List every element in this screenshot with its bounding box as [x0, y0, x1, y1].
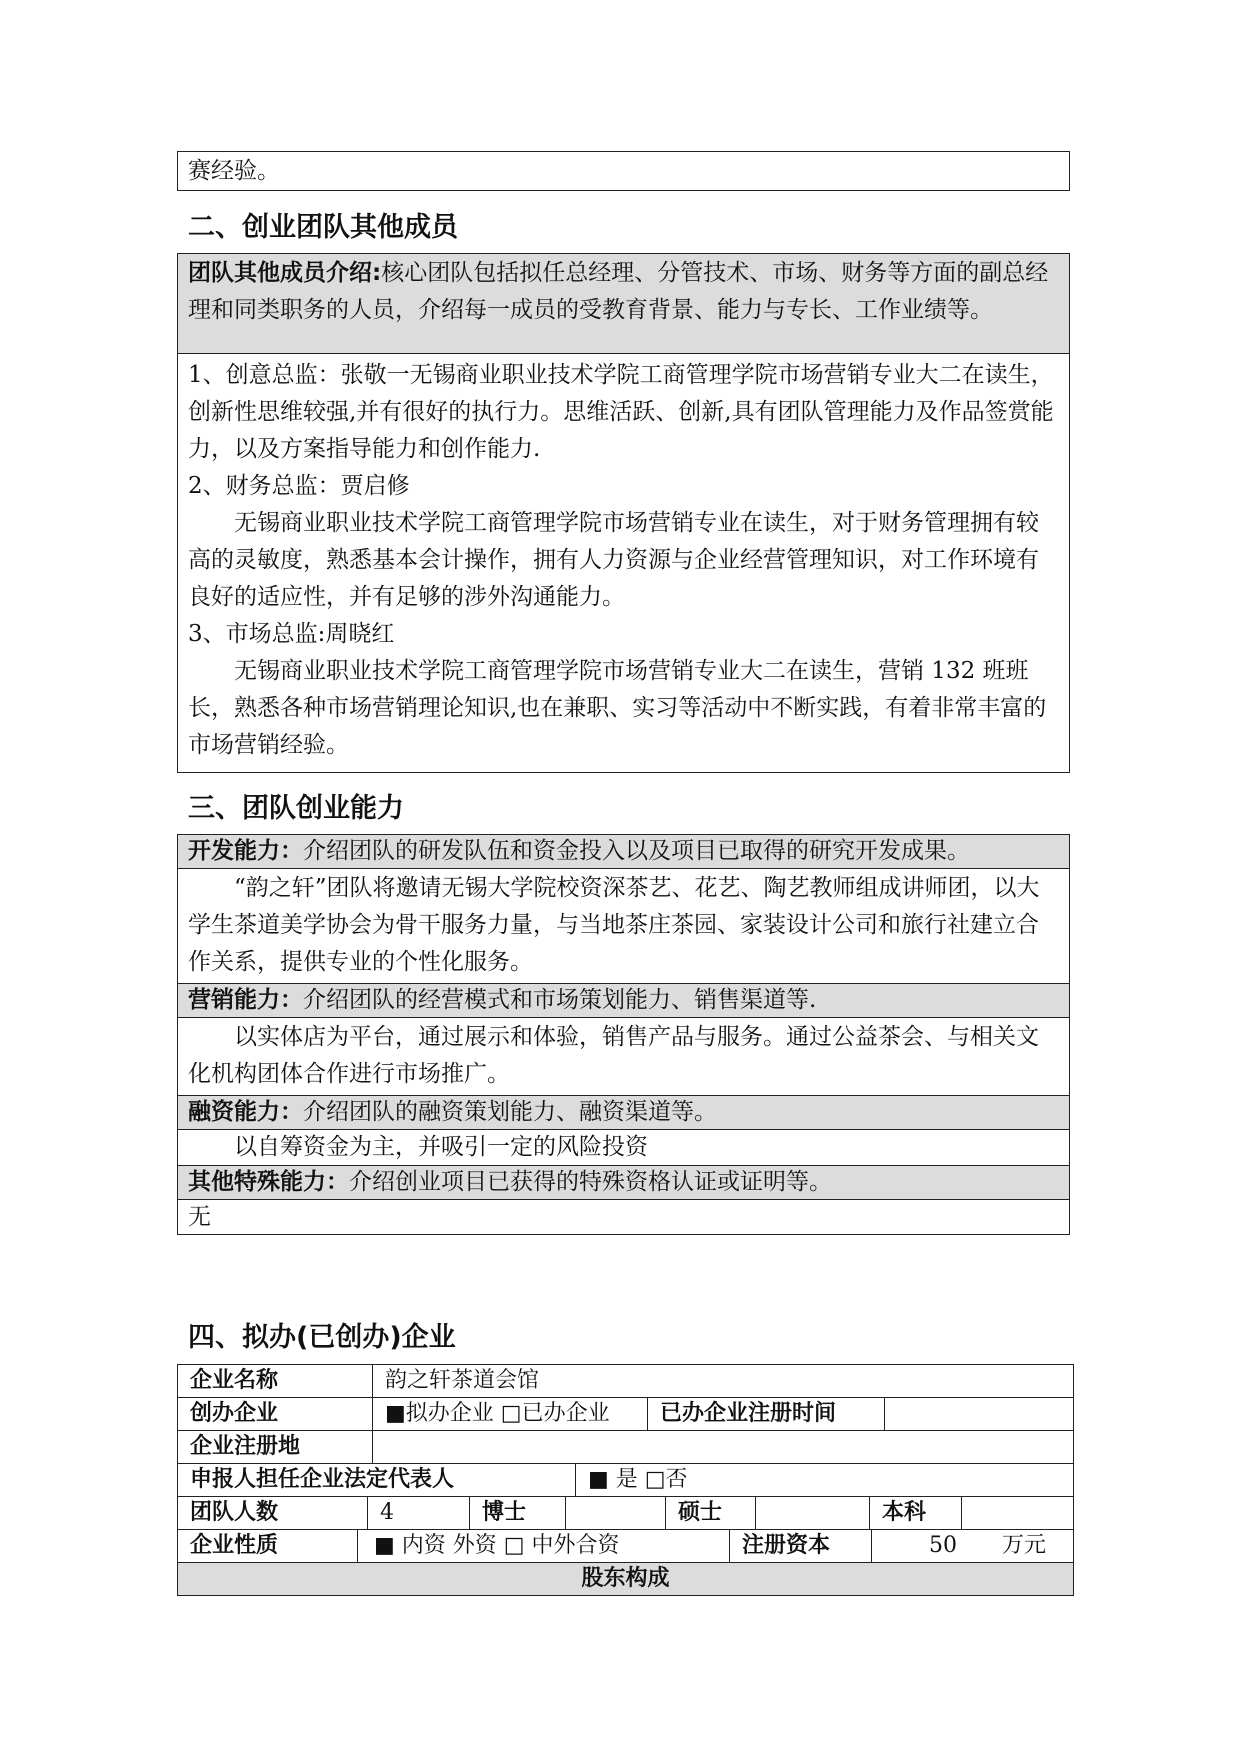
section4-heading: 四、拟办(已创办)企业: [188, 1322, 456, 1353]
team-intro-prompt: [177, 253, 1070, 354]
company-name-label: 企业名称: [190, 1368, 279, 1393]
section3-heading: 三、团队创业能力: [188, 793, 404, 824]
other-ability-prompt: [177, 1165, 1070, 1200]
member-3-title: 3、市场总监:周晓红: [188, 621, 395, 647]
bachelor-value: [961, 1497, 1073, 1529]
phd-value: [565, 1497, 665, 1529]
mkt-ability-text: 以实体店为平台，通过展示和体验，销售产品与服务。通过公益茶会、与相关文化机构团体合作进行市场推广。: [188, 1024, 1039, 1087]
member-2-desc: 无锡商业职业技术学院工商管理学院市场营销专业在读生，对于财务管理拥有较高的灵敏度，熟悉基本会计操作，拥有人力资源与企业经营管理知识，对工作环境有良好的适应性，并有足够的涉外沟通能力。: [188, 510, 1039, 610]
phd-label: 博士: [469, 1497, 565, 1529]
capital-value-cell: [871, 1530, 1073, 1562]
dev-ability-prompt: [177, 834, 1070, 869]
member-1-text: 1、创意总监：张敬一无锡商业职业技术学院工商管理学院市场营销专业大二在读生，创新性思维较强,并有很好的执行力。思维活跃、创新,具有团队管理能力及作品签赏能力，以及方案指导能力和创作能力.: [188, 362, 1054, 462]
row-legal-rep: [177, 1463, 1074, 1497]
other-ability-text: 无: [188, 1204, 211, 1230]
capital-value: 50: [929, 1533, 957, 1558]
mkt-ability-prompt: [177, 983, 1070, 1018]
capital-unit: 万元: [1002, 1533, 1047, 1558]
master-value: [755, 1497, 869, 1529]
row-team-size: [177, 1496, 1074, 1530]
shareholders-label: 股东构成: [581, 1566, 670, 1591]
nature-value: ■ 内资 外资 □ 中外合资: [357, 1530, 729, 1562]
reg-time-label: 已办企业注册时间: [647, 1398, 884, 1430]
dev-ability-content: [177, 868, 1070, 984]
fin-ability-label: 融资能力：: [188, 1099, 303, 1125]
mkt-ability-prompt-text: 介绍团队的经营模式和市场策划能力、销售渠道等.: [303, 987, 817, 1013]
row-company-name: [177, 1364, 1074, 1398]
continued-text: 赛经验。: [188, 158, 280, 184]
dev-ability-prompt-text: 介绍团队的研发队伍和资金投入以及项目已取得的研究开发成果。: [303, 838, 970, 864]
team-intro-text: 核心团队包括拟任总经理、分管技术、市场、财务等方面的副总经理和同类职务的人员，介绍每一成员的受教育背景、能力与专长、工作业绩等。: [188, 260, 1049, 323]
reg-place-value: [372, 1431, 1073, 1463]
master-label: 硕士: [665, 1497, 755, 1529]
other-ability-label: 其他特殊能力：: [188, 1169, 349, 1195]
team-members-cell: [177, 353, 1070, 773]
fin-ability-prompt-text: 介绍团队的融资策划能力、融资渠道等。: [303, 1099, 717, 1125]
team-size-label: 团队人数: [190, 1500, 279, 1525]
founding-label: 创办企业: [190, 1401, 279, 1426]
row-enterprise-nature: [177, 1529, 1074, 1563]
mkt-ability-label: 营销能力：: [188, 987, 303, 1013]
fin-ability-content: [177, 1129, 1070, 1166]
member-2-title: 2、财务总监：贾启修: [188, 473, 410, 499]
member-3-desc: 无锡商业职业技术学院工商管理学院市场营销专业大二在读生，营销 132 班班长，熟悉各种市场营销理论知识,也在兼职、实习等活动中不断实践，有着非常丰富的市场营销经验。: [188, 658, 1047, 758]
row-reg-place: [177, 1430, 1074, 1464]
row-shareholders: [177, 1562, 1074, 1596]
reg-time-value: [884, 1398, 1073, 1430]
legal-rep-label: 申报人担任企业法定代表人: [190, 1467, 455, 1492]
company-name-value: 韵之轩茶道会馆: [372, 1365, 1073, 1397]
dev-ability-label: 开发能力：: [188, 838, 303, 864]
other-ability-prompt-text: 介绍创业项目已获得的特殊资格认证或证明等。: [349, 1169, 832, 1195]
dev-ability-text: “韵之轩”团队将邀请无锡大学院校资深茶艺、花艺、陶艺教师组成讲师团，以大学生茶道美学协会为骨干服务力量，与当地茶庄茶园、家装设计公司和旅行社建立合作关系，提供专业的个性化服务。: [188, 875, 1040, 975]
other-ability-content: [177, 1199, 1070, 1235]
continued-text-cell: [177, 151, 1070, 191]
founding-value: ■拟办企业 □已办企业: [372, 1398, 647, 1430]
row-founding: [177, 1397, 1074, 1431]
capital-label: 注册资本: [729, 1530, 871, 1562]
fin-ability-prompt: [177, 1095, 1070, 1130]
bachelor-label: 本科: [869, 1497, 961, 1529]
nature-label: 企业性质: [190, 1533, 279, 1558]
team-size-value: 4: [367, 1497, 469, 1529]
fin-ability-text: 以自筹资金为主，并吸引一定的风险投资: [234, 1134, 648, 1160]
mkt-ability-content: [177, 1017, 1070, 1096]
team-intro-label: 团队其他成员介绍:: [188, 260, 382, 286]
legal-rep-value: ■ 是 □否: [575, 1464, 1073, 1496]
section2-heading: 二、创业团队其他成员: [188, 212, 458, 243]
reg-place-label: 企业注册地: [190, 1434, 301, 1459]
